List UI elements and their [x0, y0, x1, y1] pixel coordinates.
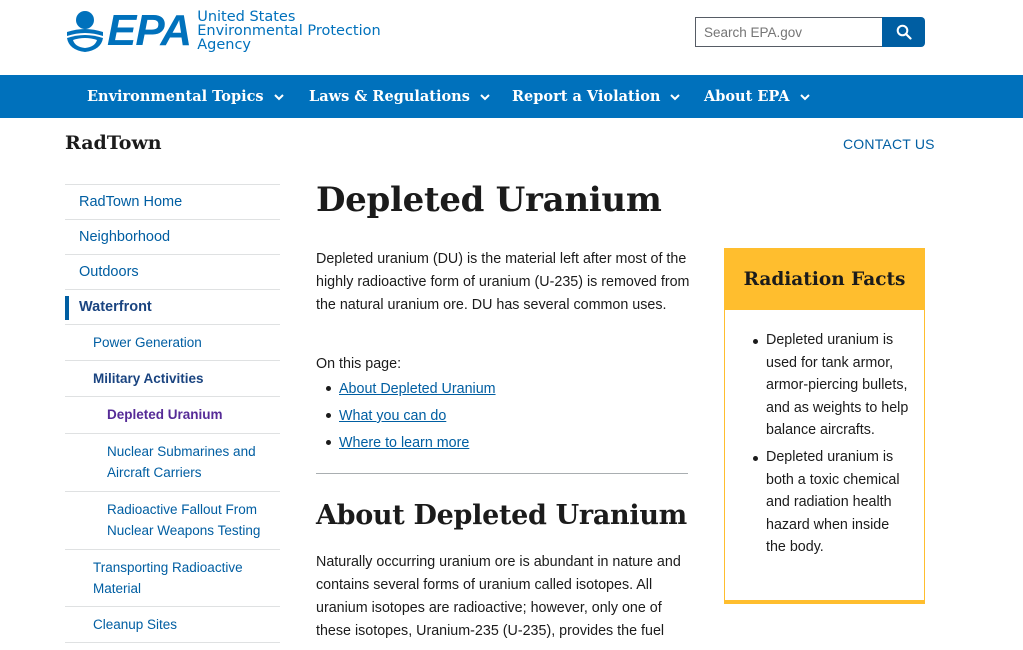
nav-label: Environmental Topics	[87, 88, 264, 105]
sidebar-item-label: Military Activities	[93, 371, 204, 386]
sidebar-item-label: Radioactive Fallout From Nuclear Weapons Testing	[107, 502, 261, 538]
sidebar-item-label: RadTown Home	[79, 194, 183, 210]
radiation-facts-box	[724, 248, 925, 604]
site-header	[0, 0, 1023, 75]
sidebar-item-waterfront[interactable]	[65, 290, 280, 325]
search-input[interactable]	[695, 17, 882, 47]
main-nav	[0, 75, 1023, 118]
page-title: Depleted Uranium	[316, 180, 662, 220]
list-item	[326, 403, 496, 430]
active-indicator	[65, 296, 69, 320]
sidebar-item-label: Nuclear Submarines and Aircraft Carriers	[107, 444, 256, 480]
sidebar-item-label: Cleanup Sites	[93, 617, 178, 632]
facts-title: Radiation Facts	[725, 249, 924, 310]
link-what-you-can-do[interactable]: What you can do	[339, 408, 447, 424]
nav-label: Report a Violation	[512, 88, 661, 105]
search-form	[695, 17, 925, 47]
sidebar-nav	[65, 184, 280, 643]
site-title[interactable]: RadTown	[65, 132, 162, 154]
sidebar-item-cleanup-sites[interactable]	[65, 607, 280, 643]
divider	[316, 473, 688, 474]
facts-list	[725, 310, 924, 559]
on-page-links	[326, 376, 496, 457]
bullet-icon	[326, 440, 331, 445]
bullet-icon	[326, 386, 331, 391]
fact-item: Depleted uranium is both a toxic chemical and radiation health hazard when inside the body.	[753, 446, 910, 559]
contact-us-link[interactable]: CONTACT US	[843, 136, 935, 152]
sidebar-item-radioactive-fallout[interactable]	[65, 492, 280, 550]
sidebar-item-transporting-material[interactable]	[65, 550, 280, 607]
epa-flower-icon	[65, 10, 105, 52]
search-icon	[896, 24, 912, 40]
list-item	[326, 376, 496, 403]
nav-laws-regulations[interactable]	[309, 75, 490, 118]
bullet-icon	[326, 413, 331, 418]
chevron-down-icon	[800, 92, 810, 102]
list-item	[326, 430, 496, 457]
sidebar-item-label: Transporting Radioactive Material	[93, 560, 243, 596]
sidebar-item-label: Power Generation	[93, 335, 202, 350]
sidebar-item-depleted-uranium[interactable]	[65, 397, 280, 434]
sidebar-item-label: Outdoors	[79, 264, 139, 280]
nav-report-violation[interactable]	[512, 75, 680, 118]
sidebar-item-military-activities[interactable]	[65, 361, 280, 397]
sidebar-item-nuclear-submarines[interactable]	[65, 434, 280, 492]
nav-about-epa[interactable]	[704, 75, 810, 118]
chevron-down-icon	[274, 92, 284, 102]
section-heading: About Depleted Uranium	[316, 500, 687, 531]
search-button[interactable]	[882, 17, 925, 47]
intro-paragraph: Depleted uranium (DU) is the material left after most of the highly radioactive form of uranium (U-235) is removed from the natural uranium ore. DU has several common uses.	[316, 251, 690, 313]
sidebar-item-label: Waterfront	[79, 299, 152, 315]
agency-line-2: Environmental Protection	[197, 23, 381, 39]
sidebar-item-radtown-home[interactable]	[65, 185, 280, 220]
agency-line-3: Agency	[197, 37, 252, 53]
nav-environmental-topics[interactable]	[87, 75, 284, 118]
epa-wordmark: EPA	[107, 6, 192, 55]
sidebar-item-neighborhood[interactable]	[65, 220, 280, 255]
chevron-down-icon	[480, 92, 490, 102]
on-page-label: On this page:	[316, 356, 402, 372]
fact-item: Depleted uranium is used for tank armor, armor-piercing bullets, and as weights to help balance aircrafts.	[753, 329, 910, 442]
chevron-down-icon	[670, 92, 680, 102]
sidebar-item-power-generation[interactable]	[65, 325, 280, 361]
link-about-depleted-uranium[interactable]: About Depleted Uranium	[339, 381, 496, 397]
sidebar-item-label: Depleted Uranium	[107, 407, 223, 422]
nav-label: About EPA	[704, 88, 790, 105]
section-paragraph: Naturally occurring uranium ore is abundant in nature and contains several forms of uranium called isotopes. All uranium isotopes are radioactive; however, only one of these isotopes, Uranium-235 (U-235), provides the fuel	[316, 554, 681, 639]
link-where-to-learn-more[interactable]: Where to learn more	[339, 435, 470, 451]
sidebar-item-outdoors[interactable]	[65, 255, 280, 290]
agency-name	[197, 10, 380, 52]
nav-label: Laws & Regulations	[309, 88, 470, 105]
epa-logo[interactable]	[65, 6, 381, 55]
sidebar-item-label: Neighborhood	[79, 229, 171, 245]
agency-line-1: United States	[197, 9, 296, 25]
